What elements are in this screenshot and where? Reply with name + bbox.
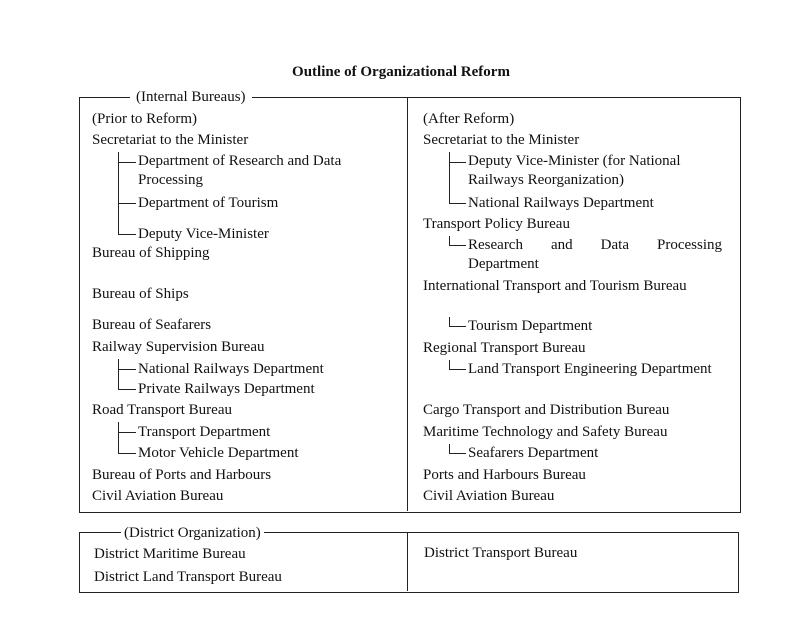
column-divider xyxy=(407,98,408,511)
prior-shipping: Bureau of Shipping xyxy=(92,245,210,261)
tree-tick xyxy=(118,389,136,390)
tree-tick xyxy=(118,369,136,370)
after-regional-tree xyxy=(449,360,450,369)
tree-tick xyxy=(118,162,136,163)
prior-private-rail: Private Railways Department xyxy=(138,381,315,397)
district-organization-legend: (District Organization) xyxy=(121,524,264,542)
after-maritime: Maritime Technology and Safety Bureau xyxy=(423,424,668,440)
prior-national-rail: National Railways Department xyxy=(138,361,324,377)
after-ports: Ports and Harbours Bureau xyxy=(423,467,586,483)
after-cargo: Cargo Transport and Distribution Bureau xyxy=(423,402,670,418)
after-maritime-tree xyxy=(449,444,450,453)
prior-ships: Bureau of Ships xyxy=(92,286,189,302)
after-policy: Transport Policy Bureau xyxy=(423,216,570,232)
district-column-divider xyxy=(407,533,408,591)
after-deputy: Deputy Vice-Minister (for National Railways Reorganization) xyxy=(468,153,681,188)
tree-tick xyxy=(449,326,466,327)
tree-tick xyxy=(118,432,136,433)
tree-tick xyxy=(449,203,466,204)
prior-dept-tourism: Department of Tourism xyxy=(138,195,279,211)
prior-railway-tree xyxy=(118,359,119,389)
tree-tick xyxy=(118,234,136,235)
prior-railway: Railway Supervision Bureau xyxy=(92,339,265,355)
after-land-eng: Land Transport Engineering Department xyxy=(468,361,712,377)
after-aviation: Civil Aviation Bureau xyxy=(423,488,555,504)
prior-secretariat: Secretariat to the Minister xyxy=(92,132,249,148)
prior-ports: Bureau of Ports and Harbours xyxy=(92,467,272,483)
page-title: Outline of Organizational Reform xyxy=(292,64,510,80)
tree-tick xyxy=(118,203,136,204)
after-regional: Regional Transport Bureau xyxy=(423,340,586,356)
internal-bureaus-legend: (Internal Bureaus) xyxy=(130,88,252,106)
tree-tick xyxy=(449,162,466,163)
prior-road: Road Transport Bureau xyxy=(92,402,232,418)
prior-secretariat-tree xyxy=(118,152,119,235)
district-after-transport: District Transport Bureau xyxy=(424,545,578,561)
prior-dept-research: Department of Research and Data Processing xyxy=(138,153,342,188)
prior-deputy: Deputy Vice-Minister xyxy=(138,226,269,242)
prior-motor: Motor Vehicle Department xyxy=(138,445,299,461)
after-secretariat: Secretariat to the Minister xyxy=(423,132,580,148)
prior-transport-dept: Transport Department xyxy=(138,424,271,440)
tree-tick xyxy=(449,369,466,370)
after-tourism: Tourism Department xyxy=(468,318,593,334)
after-international: International Transport and Tourism Bureau xyxy=(423,278,687,294)
prior-aviation: Civil Aviation Bureau xyxy=(92,488,224,504)
prior-road-tree xyxy=(118,422,119,453)
tree-tick xyxy=(449,453,466,454)
prior-heading: (Prior to Reform) xyxy=(92,111,197,127)
after-international-tree xyxy=(449,317,450,326)
district-prior-maritime: District Maritime Bureau xyxy=(94,546,246,562)
prior-seafarers: Bureau of Seafarers xyxy=(92,317,212,333)
after-secretariat-tree xyxy=(449,152,450,204)
after-seafarers: Seafarers Department xyxy=(468,445,599,461)
after-research: Research and Data Processing Department xyxy=(468,237,722,272)
district-prior-land: District Land Transport Bureau xyxy=(94,569,282,585)
tree-tick xyxy=(449,245,466,246)
after-national-rail: National Railways Department xyxy=(468,195,654,211)
tree-tick xyxy=(118,453,136,454)
after-policy-tree xyxy=(449,236,450,245)
after-heading: (After Reform) xyxy=(423,111,515,127)
